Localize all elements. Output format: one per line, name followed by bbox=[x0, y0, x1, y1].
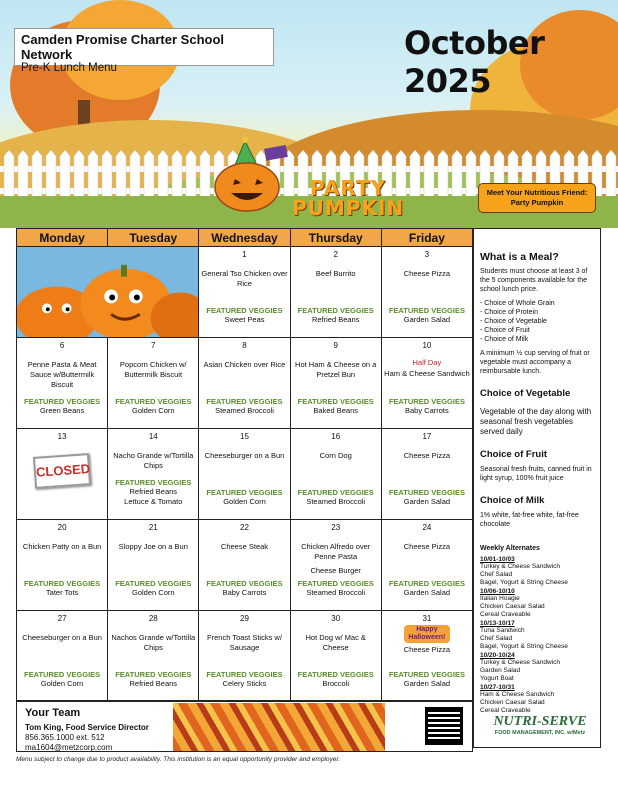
nutri-serve-logo bbox=[480, 706, 600, 750]
featured-veggies-label: FEATURED VEGGIES bbox=[297, 397, 374, 406]
day-number: 23 bbox=[331, 523, 341, 532]
featured-veggies-label: FEATURED VEGGIES bbox=[24, 397, 101, 406]
mascot-line1: PARTY bbox=[310, 176, 386, 200]
featured-veggies-label: FEATURED VEGGIES bbox=[206, 579, 283, 588]
veggie: Garden Salad bbox=[403, 679, 451, 688]
day-number: 29 bbox=[240, 614, 249, 623]
entree: Chicken Alfredo over Penne Pasta bbox=[301, 542, 371, 561]
day-cell bbox=[199, 247, 290, 338]
component-item: - Choice of Milk bbox=[480, 336, 529, 343]
day-number: 2 bbox=[333, 250, 338, 259]
day-cell bbox=[290, 429, 381, 520]
featured-veggies-label: FEATURED VEGGIES bbox=[388, 579, 465, 588]
day-cell bbox=[199, 520, 290, 611]
vegetable-text: Vegetable of the day along with seasonal fresh vegetables served daily bbox=[480, 407, 592, 436]
day-cell bbox=[381, 520, 472, 611]
half-day-note: Half Day bbox=[412, 358, 442, 367]
day-cell bbox=[381, 247, 472, 338]
nutritious-friend-badge bbox=[478, 183, 596, 213]
weekday-header: Friday bbox=[381, 229, 472, 247]
alternate-date-range: 10/01-10/03 bbox=[480, 556, 515, 563]
alternate-item: Garden Salad bbox=[480, 667, 521, 674]
featured-veggies-label: FEATURED VEGGIES bbox=[115, 478, 192, 487]
entree: Cheeseburger on a Bun bbox=[22, 633, 102, 642]
weekday-header: Monday bbox=[17, 229, 108, 247]
component-list bbox=[480, 299, 594, 344]
alternate-item: Bagel, Yogurt & String Cheese bbox=[480, 643, 568, 650]
alternate-item: Tuna Sandwich bbox=[480, 627, 525, 634]
entree: Cheese Steak bbox=[220, 542, 269, 551]
team-footer bbox=[16, 700, 473, 752]
closed-sign: CLOSED bbox=[33, 453, 91, 489]
alternate-item: Cereal Craveable bbox=[480, 707, 531, 714]
featured-veggies-label: FEATURED VEGGIES bbox=[297, 488, 374, 497]
veggie: Broccoli bbox=[322, 679, 350, 688]
entree: Nachos Grande w/Tortilla Chips bbox=[111, 633, 196, 652]
logo-name: NUTRI-SERVE bbox=[493, 714, 587, 729]
veggie: Golden Corn bbox=[40, 679, 84, 688]
alternate-item: Chicken Caesar Salad bbox=[480, 603, 545, 610]
week-row bbox=[17, 247, 473, 338]
friend-line2: Party Pumpkin bbox=[510, 198, 564, 207]
day-cell bbox=[381, 611, 472, 702]
vegetable-title: Choice of Vegetable bbox=[480, 388, 571, 399]
entree: Ham & Cheese Sandwich bbox=[384, 369, 470, 378]
qr-code-icon[interactable] bbox=[425, 707, 463, 745]
alternate-item: Italian Hoagie bbox=[480, 595, 520, 602]
halloween-badge: Happy Halloween! bbox=[404, 625, 450, 643]
meal-info-panel bbox=[473, 228, 601, 748]
featured-veggies-label: FEATURED VEGGIES bbox=[297, 306, 374, 315]
entree: Cheese Pizza bbox=[403, 451, 451, 460]
alternate-item: Yogurt Boat bbox=[480, 675, 514, 682]
party-pumpkin-mascot bbox=[205, 135, 295, 215]
alternate-date-range: 10/27-10/31 bbox=[480, 684, 515, 691]
day-cell bbox=[290, 611, 381, 702]
veggie: Golden Corn bbox=[223, 497, 266, 506]
alternate-item: Cereal Craveable bbox=[480, 611, 531, 618]
pumpkins-illustration bbox=[17, 247, 198, 337]
milk-text: 1% white, fat-free white, fat-free chocolate bbox=[480, 512, 579, 528]
day-number: 24 bbox=[422, 523, 432, 532]
day-cell bbox=[290, 520, 381, 611]
component-item: - Choice of Vegetable bbox=[480, 318, 547, 325]
featured-veggies-label: FEATURED VEGGIES bbox=[388, 397, 465, 406]
weekday-header: Tuesday bbox=[108, 229, 199, 247]
day-cell bbox=[199, 429, 290, 520]
friend-line1: Meet Your Nutritious Friend: bbox=[486, 188, 588, 197]
day-cell bbox=[290, 247, 381, 338]
entree: Popcorn Chicken w/ Buttermilk Biscuit bbox=[119, 360, 187, 379]
weekday-header-row bbox=[17, 229, 473, 247]
featured-veggies-label: FEATURED VEGGIES bbox=[115, 670, 192, 679]
fruit-title: Choice of Fruit bbox=[480, 449, 548, 460]
director-name: Tom King, Food Service Director bbox=[25, 723, 149, 732]
team-title: Your Team bbox=[25, 707, 81, 719]
entree-alt: Cheese Burger bbox=[310, 566, 361, 575]
day-cell bbox=[108, 520, 199, 611]
entree: Hot Dog w/ Mac & Cheese bbox=[305, 633, 366, 652]
featured-veggies-label: FEATURED VEGGIES bbox=[115, 397, 192, 406]
day-number: 20 bbox=[57, 523, 67, 532]
week-row bbox=[17, 338, 473, 429]
veggie-2: Lettuce & Tomato bbox=[124, 497, 183, 506]
fruit-text: Seasonal fresh fruits, canned fruit in light syrup, 100% fruit juice bbox=[480, 466, 592, 482]
veggie: Baby Carrots bbox=[222, 588, 267, 597]
day-cell bbox=[17, 338, 108, 429]
day-number: 15 bbox=[240, 432, 249, 441]
entree: Sloppy Joe on a Bun bbox=[118, 542, 188, 551]
alternate-date-range: 10/20-10/24 bbox=[480, 652, 515, 659]
day-cell bbox=[381, 338, 472, 429]
veggie: Golden Corn bbox=[132, 406, 175, 415]
day-number: 10 bbox=[422, 341, 432, 350]
entree: Chicken Patty on a Bun bbox=[22, 542, 102, 551]
day-number: 6 bbox=[59, 341, 65, 350]
day-number: 16 bbox=[331, 432, 341, 441]
featured-veggies-label: FEATURED VEGGIES bbox=[388, 670, 465, 679]
entree: Corn Dog bbox=[319, 451, 352, 460]
day-number: 3 bbox=[424, 250, 430, 259]
veggie: Celery Sticks bbox=[222, 679, 267, 688]
week-row bbox=[17, 520, 473, 611]
entree: Cheeseburger on a Bun bbox=[204, 451, 285, 460]
weekday-header: Wednesday bbox=[199, 229, 290, 247]
veggie: Golden Corn bbox=[132, 588, 175, 597]
featured-veggies-label: FEATURED VEGGIES bbox=[206, 397, 283, 406]
menu-calendar bbox=[16, 228, 473, 702]
day-cell bbox=[17, 611, 108, 702]
meal-text: Students must choose at least 3 of the 5 components available for the school lunch price. bbox=[480, 268, 588, 293]
day-number: 14 bbox=[148, 432, 158, 441]
day-number: 31 bbox=[422, 614, 432, 623]
entree: Cheese Pizza bbox=[403, 645, 451, 654]
veggie: Green Beans bbox=[40, 406, 85, 415]
day-number: 1 bbox=[242, 250, 247, 259]
logo-subtitle: FOOD MANAGEMENT, INC. w/Metz bbox=[494, 730, 586, 736]
day-cell bbox=[290, 338, 381, 429]
entree: Cheese Pizza bbox=[403, 269, 451, 278]
veggie: Tater Tots bbox=[45, 588, 79, 597]
veggie: Garden Salad bbox=[403, 497, 451, 506]
day-cell bbox=[108, 611, 199, 702]
day-number: 8 bbox=[242, 341, 247, 350]
month-title: October 2025 bbox=[404, 24, 545, 100]
day-number: 13 bbox=[57, 432, 67, 441]
featured-veggies-label: FEATURED VEGGIES bbox=[24, 670, 101, 679]
day-cell bbox=[199, 611, 290, 702]
autumn-leaves-image bbox=[173, 703, 385, 751]
veggie: Refried Beans bbox=[311, 315, 360, 324]
alternate-item: Turkey & Cheese Sandwich bbox=[480, 659, 560, 666]
pumpkin-photo-cell bbox=[17, 247, 199, 338]
featured-veggies-label: FEATURED VEGGIES bbox=[115, 579, 192, 588]
alternate-item: Ham & Cheese Sandwich bbox=[480, 691, 555, 698]
veggie: Steamed Broccoli bbox=[215, 406, 274, 415]
veggie: Sweet Peas bbox=[224, 315, 265, 324]
day-cell bbox=[17, 429, 108, 520]
week-row bbox=[17, 611, 473, 702]
alternates-title: Weekly Alternates bbox=[480, 545, 540, 552]
day-number: 21 bbox=[148, 523, 158, 532]
alternate-date-range: 10/13-10/17 bbox=[480, 620, 515, 627]
veggie: Garden Salad bbox=[403, 588, 451, 597]
day-number: 30 bbox=[331, 614, 341, 623]
day-cell bbox=[381, 429, 472, 520]
featured-veggies-label: FEATURED VEGGIES bbox=[206, 670, 283, 679]
minimum-text: A minimum ½ cup serving of fruit or vegetable must accompany a reimbursable lunch. bbox=[480, 350, 590, 375]
featured-veggies-label: FEATURED VEGGIES bbox=[206, 488, 283, 497]
day-cell bbox=[17, 520, 108, 611]
network-name: Camden Promise Charter School Network bbox=[21, 32, 224, 62]
day-cell bbox=[108, 429, 199, 520]
alternates-list bbox=[480, 556, 594, 715]
milk-title: Choice of Milk bbox=[480, 495, 545, 506]
day-number: 28 bbox=[148, 614, 158, 623]
day-number: 27 bbox=[57, 614, 67, 623]
entree: Cheese Pizza bbox=[403, 542, 451, 551]
day-cell bbox=[108, 338, 199, 429]
title-box bbox=[14, 28, 274, 74]
alternate-item: Bagel, Yogurt & String Cheese bbox=[480, 579, 568, 586]
veggie: Refried Beans bbox=[129, 679, 178, 688]
featured-veggies-label: FEATURED VEGGIES bbox=[388, 488, 465, 497]
alternate-item: Chef Salad bbox=[480, 571, 513, 578]
day-number: 22 bbox=[240, 523, 249, 532]
phone-number: 856.365.1000 ext. 512 bbox=[25, 733, 105, 742]
day-cell bbox=[199, 338, 290, 429]
email-link[interactable]: ma1604@metzcorp.com bbox=[25, 743, 113, 752]
entree: General Tso Chicken over Rice bbox=[201, 269, 288, 288]
veggie: Steamed Broccoli bbox=[306, 588, 366, 597]
component-item: - Choice of Fruit bbox=[480, 327, 530, 334]
featured-veggies-label: FEATURED VEGGIES bbox=[24, 579, 101, 588]
day-number: 7 bbox=[151, 341, 156, 350]
entree: Penne Pasta & Meat Sauce w/Buttermilk Biscuit bbox=[27, 360, 97, 389]
alternate-item: Chef Salad bbox=[480, 635, 513, 642]
entree: Nacho Grande w/Tortilla Chips bbox=[113, 451, 194, 470]
featured-veggies-label: FEATURED VEGGIES bbox=[297, 670, 374, 679]
entree: Beef Burrito bbox=[315, 269, 356, 278]
component-item: - Choice of Protein bbox=[480, 309, 538, 316]
entree: French Toast Sticks w/ Sausage bbox=[207, 633, 282, 652]
featured-veggies-label: FEATURED VEGGIES bbox=[206, 306, 283, 315]
mascot-line2: PUMPKIN bbox=[292, 196, 405, 220]
veggie: Refried Beans bbox=[129, 487, 178, 496]
weekday-header: Thursday bbox=[290, 229, 381, 247]
header-banner bbox=[0, 0, 618, 228]
veggie: Steamed Broccoli bbox=[306, 497, 366, 506]
entree: Hot Ham & Cheese on a Pretzel Bun bbox=[295, 360, 377, 379]
veggie: Baked Beans bbox=[313, 406, 359, 415]
party-pumpkin-wordmark bbox=[292, 178, 404, 218]
alternate-date-range: 10/06-10/10 bbox=[480, 588, 515, 595]
pumpkins-photo bbox=[17, 247, 198, 337]
menu-name: Pre-K Lunch Menu bbox=[21, 62, 117, 74]
disclaimer: Menu subject to change due to product availability. This institution is an equal opportunity provider and employer. bbox=[16, 756, 341, 763]
day-number: 9 bbox=[333, 341, 338, 350]
veggie: Baby Carrots bbox=[405, 406, 449, 415]
entree: Asian Chicken over Rice bbox=[203, 360, 286, 369]
featured-veggies-label: FEATURED VEGGIES bbox=[297, 579, 374, 588]
meal-title: What is a Meal? bbox=[480, 251, 559, 263]
veggie: Garden Salad bbox=[403, 315, 451, 324]
week-row bbox=[17, 429, 473, 520]
day-number: 17 bbox=[422, 432, 432, 441]
featured-veggies-label: FEATURED VEGGIES bbox=[388, 306, 465, 315]
alternate-item: Chicken Caesar Salad bbox=[480, 699, 545, 706]
alternate-item: Turkey & Cheese Sandwich bbox=[480, 563, 560, 570]
component-item: - Choice of Whole Grain bbox=[480, 300, 555, 307]
